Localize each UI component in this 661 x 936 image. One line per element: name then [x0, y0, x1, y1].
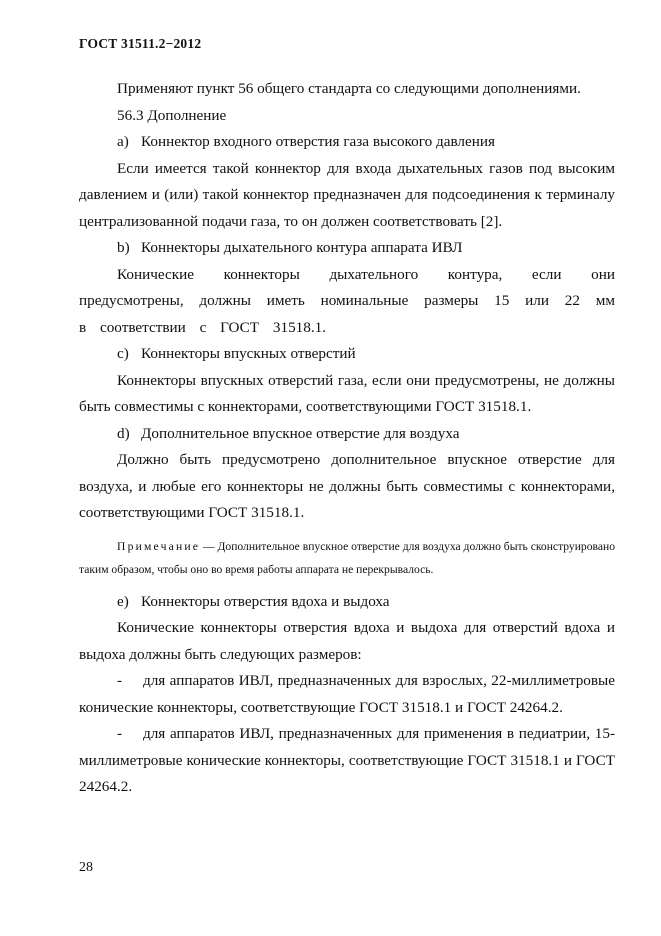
list-item [79, 721, 615, 801]
section-a-title: Коннектор входного отверстия газа высокого давления [141, 133, 495, 150]
section-e-label: e) [117, 592, 129, 610]
section-b-heading [79, 235, 615, 262]
document-body [79, 76, 615, 801]
list-item-text: для аппаратов ИВЛ, предназначенных для взрослых, 22-миллиметровые конические коннекторы, соответствующие ГОСТ 31518.1 и ГОСТ 24264.2. [79, 672, 615, 716]
list-item-text: для аппаратов ИВЛ, предназначенных для применения в педиатрии, 15-миллиметровые конические коннекторы, соответствующие ГОСТ 31518.1 и ГОСТ 24264.2. [79, 725, 615, 795]
section-e-text: Конические коннекторы отверстия вдоха и выдоха для отверстий вдоха и выдоха должны быть следующих размеров: [79, 619, 615, 663]
section-a-heading [79, 129, 615, 156]
note [79, 535, 615, 581]
section-b-title: Коннекторы дыхательного контура аппарата ИВЛ [141, 239, 463, 256]
section-b-label: b) [117, 239, 130, 256]
clause-heading: 56.3 Дополнение [117, 106, 227, 124]
note-text: — Дополнительное впускное отверстие для воздуха должно быть сконструировано таким образом, чтобы оно во время работы аппарата не перекрывалось. [79, 539, 615, 576]
section-d-text: Должно быть предусмотрено дополнительное впускное отверстие для воздуха, и любые его коннекторы не должны быть совместимы с коннекторами, соответствующими ГОСТ 31518.1. [79, 451, 615, 521]
section-c-label: c) [117, 345, 129, 362]
section-e-title: Коннекторы отверстия вдоха и выдоха [141, 592, 390, 610]
section-d-label: d) [117, 424, 130, 442]
section-e-heading [79, 589, 615, 616]
section-b-text: Конические коннекторы дыхательного контура, если они предусмотрены, должны иметь номинальные размеры 15 или 22 мм в соответствии с ГОСТ 31518.1. [79, 265, 615, 336]
section-c-text: Коннекторы впускных отверстий газа, если они предусмотрены, не должны быть совместимы с коннекторами, соответствующими ГОСТ 31518.1. [79, 371, 615, 415]
list-marker: - [117, 672, 123, 689]
section-d-title: Дополнительное впускное отверстие для воздуха [141, 424, 460, 442]
intro-paragraph: Применяют пункт 56 общего стандарта со следующими дополнениями. [117, 80, 581, 97]
page-number: 28 [79, 860, 93, 875]
section-c-heading [79, 341, 615, 368]
note-label: Примечание [117, 539, 201, 553]
section-c-title: Коннекторы впускных отверстий [141, 345, 356, 362]
list-marker: - [117, 725, 123, 742]
section-a-text: Если имеется такой коннектор для входа дыхательных газов под высоким давлением и (или) такой коннектор предназначен для подсоединения к терминалу централизованной подачи газа, то он должен соответствовать [2]. [79, 159, 615, 230]
list-item [79, 668, 615, 721]
section-a-label: a) [117, 133, 129, 150]
section-d-heading [79, 421, 615, 448]
document-header: ГОСТ 31511.2−2012 [79, 36, 202, 51]
